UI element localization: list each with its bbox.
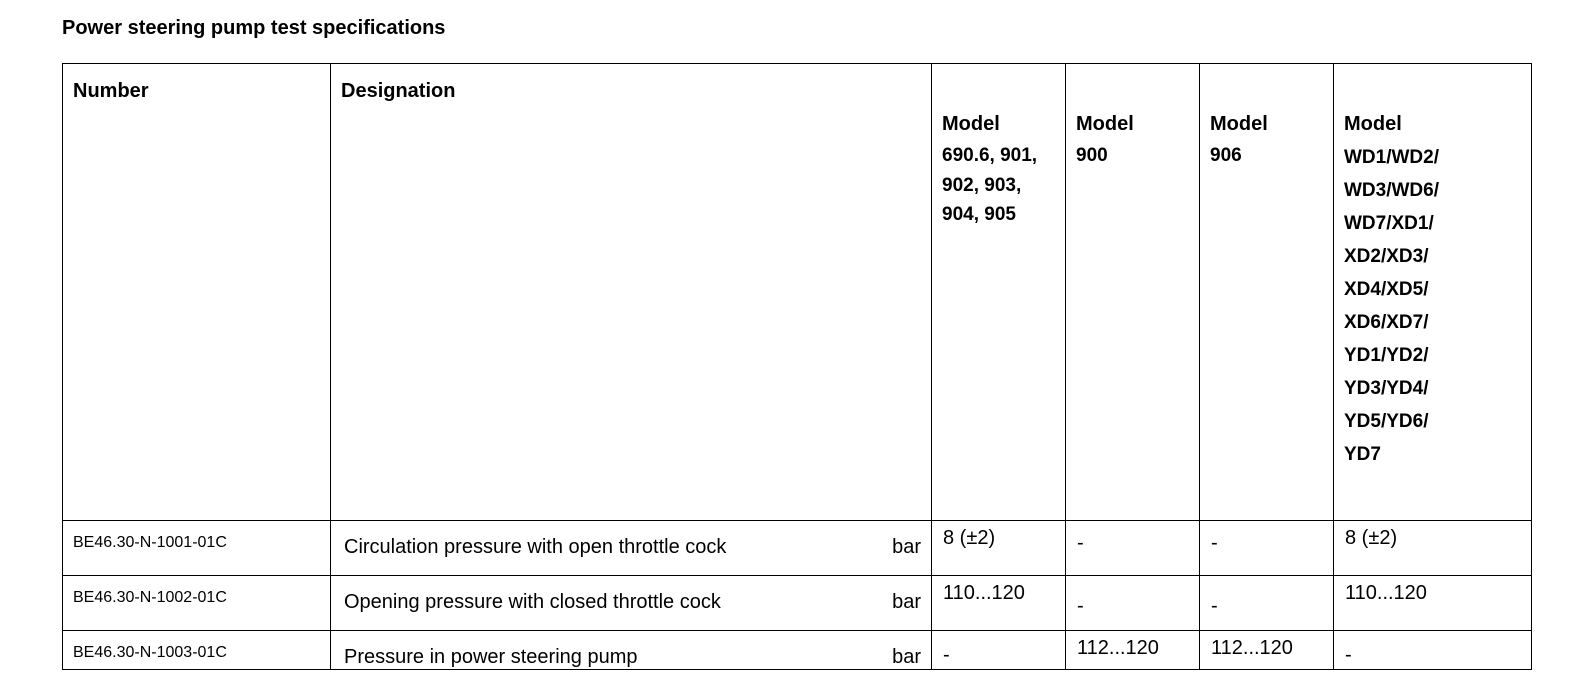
header-model-1-variants: 690.6, 901, 902, 903, 904, 905 xyxy=(942,145,1038,225)
spec-value: 110...120 xyxy=(1345,582,1427,604)
header-number-label: Number xyxy=(73,80,149,102)
spec-value: - xyxy=(943,644,950,666)
spec-designation: Pressure in power steering pump xyxy=(344,646,638,668)
cell-value xyxy=(1200,576,1334,631)
spec-value: 112...120 xyxy=(1077,637,1159,659)
cell-number xyxy=(63,631,331,670)
table-row xyxy=(63,631,1532,670)
header-model-2-variants: 900 xyxy=(1076,145,1108,166)
cell-value xyxy=(1334,631,1532,670)
cell-number xyxy=(63,576,331,631)
cell-value xyxy=(1066,521,1200,576)
spec-value: 110...120 xyxy=(943,582,1025,604)
cell-designation xyxy=(331,521,932,576)
cell-designation xyxy=(331,631,932,670)
cell-number xyxy=(63,521,331,576)
cell-value xyxy=(1066,631,1200,670)
spec-number: BE46.30-N-1003-01C xyxy=(73,644,227,661)
cell-value xyxy=(1066,576,1200,631)
cell-value xyxy=(1200,631,1334,670)
header-model-2-label: Model xyxy=(1076,113,1134,135)
spec-unit: bar xyxy=(892,646,921,668)
table-row xyxy=(63,576,1532,631)
header-model-3 xyxy=(1200,64,1334,521)
header-designation xyxy=(331,64,932,521)
header-designation-label: Designation xyxy=(341,80,456,102)
spec-designation: Circulation pressure with open throttle cock xyxy=(344,536,727,558)
spec-unit: bar xyxy=(892,536,921,558)
cell-value xyxy=(932,576,1066,631)
spec-table xyxy=(62,63,1532,670)
spec-value: - xyxy=(1077,595,1084,617)
header-number xyxy=(63,64,331,521)
spec-value: - xyxy=(1077,532,1084,554)
header-model-3-label: Model xyxy=(1210,113,1268,135)
header-model-1-label: Model xyxy=(942,113,1000,135)
spec-value: 8 (±2) xyxy=(943,527,996,549)
table-header-row xyxy=(63,64,1532,521)
spec-unit: bar xyxy=(892,591,921,613)
page-title: Power steering pump test specifications xyxy=(62,17,446,39)
header-model-1 xyxy=(932,64,1066,521)
spec-value: - xyxy=(1345,644,1352,666)
spec-value: - xyxy=(1211,595,1218,617)
cell-value xyxy=(1200,521,1334,576)
header-model-4-label: Model xyxy=(1344,113,1402,135)
header-model-4-variants: WD1/WD2/ WD3/WD6/ WD7/XD1/ XD2/XD3/ XD4/XD5/ XD6/XD7/ YD1/YD2/ YD3/YD4/ YD5/YD6/ YD7 xyxy=(1344,147,1439,465)
spec-number: BE46.30-N-1001-01C xyxy=(73,534,227,551)
header-model-2 xyxy=(1066,64,1200,521)
cell-value xyxy=(932,631,1066,670)
header-model-4 xyxy=(1334,64,1532,521)
cell-designation xyxy=(331,576,932,631)
cell-value xyxy=(1334,576,1532,631)
table-row xyxy=(63,521,1532,576)
header-model-3-variants: 906 xyxy=(1210,145,1242,166)
cell-value xyxy=(1334,521,1532,576)
spec-value: - xyxy=(1211,532,1218,554)
spec-designation: Opening pressure with closed throttle cock xyxy=(344,591,721,613)
spec-number: BE46.30-N-1002-01C xyxy=(73,589,227,606)
cell-value xyxy=(932,521,1066,576)
spec-value: 112...120 xyxy=(1211,637,1293,659)
spec-value: 8 (±2) xyxy=(1345,527,1398,549)
